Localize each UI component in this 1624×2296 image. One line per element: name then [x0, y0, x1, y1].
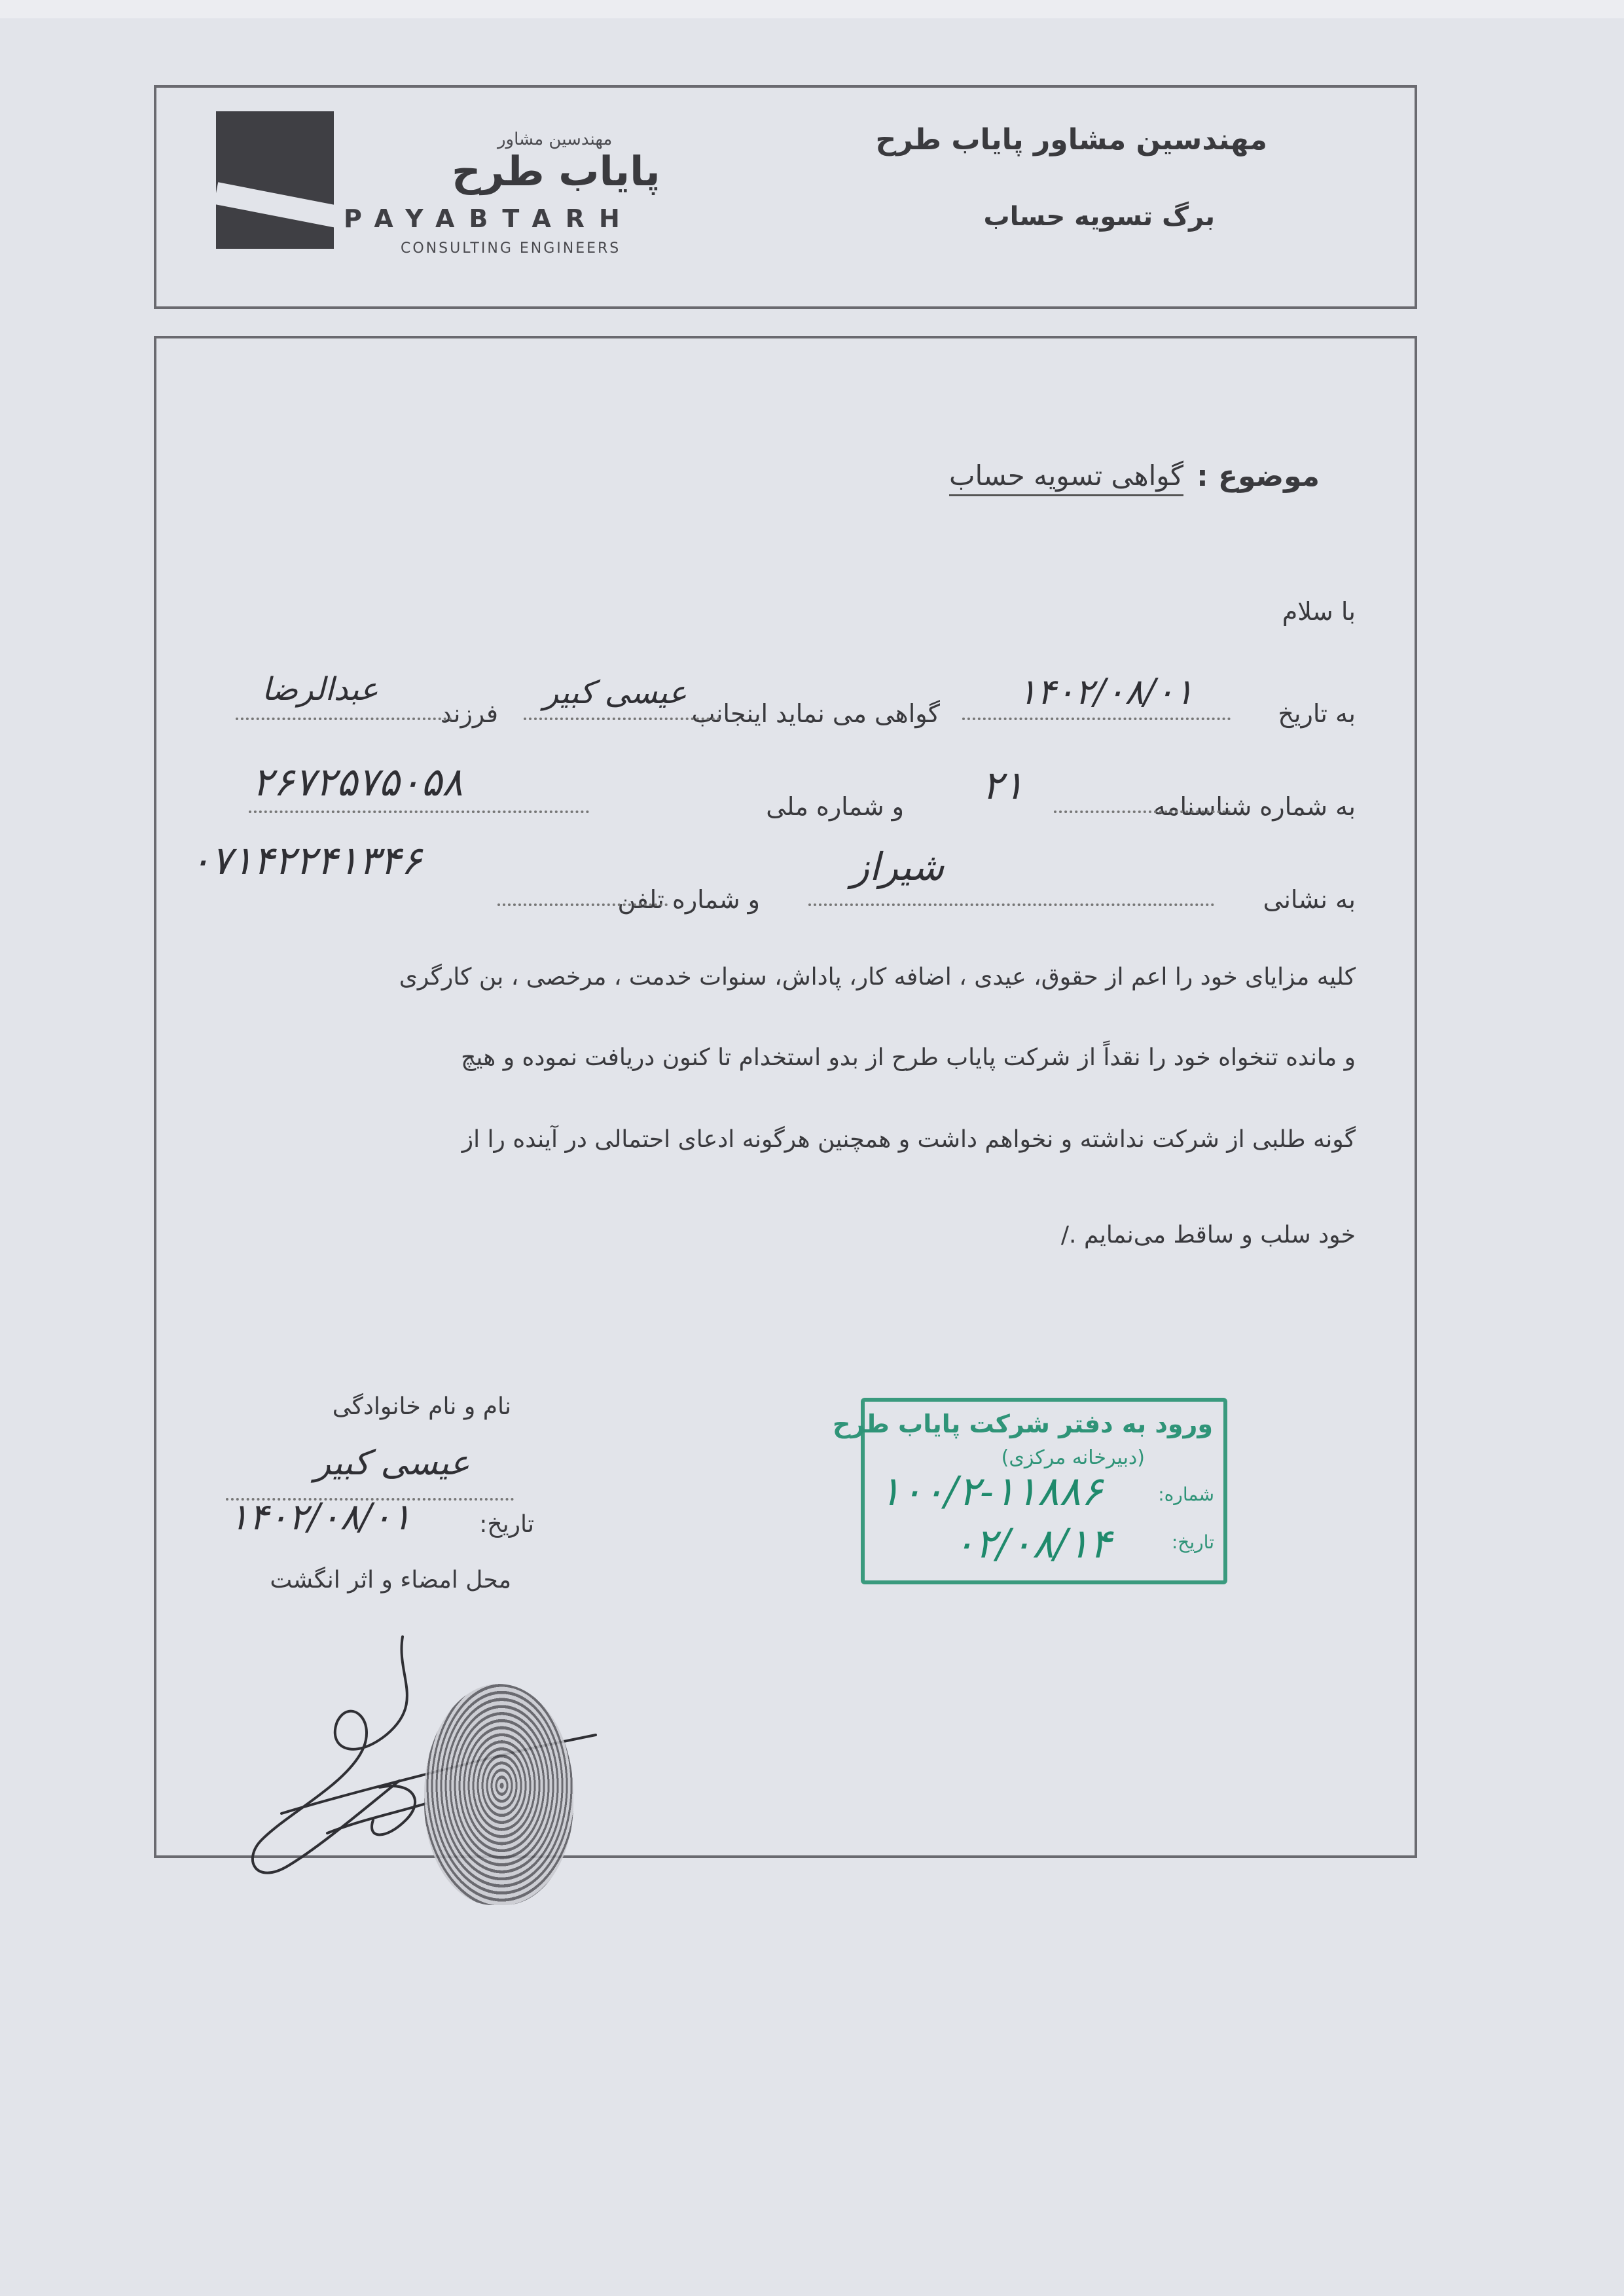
form-title: برگ تسویه حساب	[983, 202, 1215, 232]
line1-date-value: ۱۴۰۲/۰۸/۰۱	[1018, 671, 1194, 712]
signature-location-label: محل امضاء و اثر انگشت	[270, 1567, 511, 1594]
line3-phone-dots	[497, 890, 668, 906]
signer-name-handwriting: عیسی کبیر	[314, 1444, 470, 1483]
sign-date-label: تاریخ:	[479, 1511, 534, 1538]
company-logo-icon	[216, 111, 334, 249]
fingerprint-image	[424, 1684, 573, 1905]
line3-address-handwriting: شیراز	[851, 845, 945, 889]
stamp-date-value: ۰۲/۰۸/۱۴	[953, 1520, 1111, 1567]
line1-child-of-label: فرزند	[440, 699, 498, 728]
page-top-edge	[0, 0, 1624, 18]
logo-tagline-en: CONSULTING ENGINEERS	[401, 240, 621, 257]
logo-subtitle: مهندسین مشاور	[497, 130, 613, 149]
greeting: با سلام	[1282, 597, 1356, 626]
sign-date-value: ۱۴۰۲/۰۸/۰۱	[229, 1496, 412, 1539]
line3-address-label: به نشانی	[1263, 885, 1356, 914]
registry-stamp	[832, 1398, 1227, 1584]
line2-national-id-value: ۲۶۷۲۵۷۵۰۵۸	[252, 759, 463, 805]
line2-birth-cert-label: به شماره شناسنامه	[1153, 792, 1356, 821]
stamp-number-label: شماره:	[1158, 1484, 1214, 1505]
stamp-date-label: تاریخ:	[1171, 1531, 1214, 1553]
paragraph-line-4: خود سلب و ساقط می‌نمایم ./	[1060, 1222, 1356, 1248]
line1-father-handwriting: عبدالرضا	[262, 671, 379, 708]
line1-name-handwriting: عیسی کبیر	[543, 674, 687, 711]
line3-phone-value: ۰۷۱۴۲۲۴۱۳۴۶	[190, 838, 422, 884]
line2-birth-cert-dots	[1054, 797, 1231, 813]
header-box	[154, 85, 1417, 309]
line3-phone-label: و شماره تلفن	[617, 885, 760, 914]
company-title: مهندسین مشاور پایاب طرح	[875, 123, 1267, 156]
subject-value: گواهی تسویه حساب	[949, 460, 1183, 496]
line2-birth-cert-value: ۲۱	[982, 763, 1024, 809]
paragraph-line-2: و مانده تنخواه خود را نقداً از شرکت پایاب طرح از بدو استخدام تا کنون دریافت نموده و هیچ	[461, 1044, 1356, 1071]
logo-name-fa: پایاب طرح	[452, 147, 660, 195]
line1-certify-text: گواهی می نماید اینجانب	[691, 699, 940, 728]
logo-name-en: PAYABTARH	[344, 204, 634, 233]
paragraph-line-3: گونه طلبی از شرکت نداشته و نخواهم داشت و همچنین هرگونه ادعای احتمالی در آینده را از	[461, 1126, 1356, 1153]
stamp-number-value: ۱۰۰/۲-۱۱۸۸۶	[879, 1467, 1103, 1515]
stamp-line1: ورود به دفتر شرکت پایاب طرح	[832, 1410, 1213, 1438]
line3-address-dots	[808, 890, 1214, 906]
line1-date-label: به تاریخ	[1278, 699, 1356, 728]
line2-national-id-label: و شماره ملی	[766, 792, 904, 821]
signer-name-label: نام و نام خانوادگی	[332, 1393, 511, 1420]
stamp-line2: (دبیرخانه مرکزی)	[1001, 1446, 1145, 1469]
subject-label: موضوع :	[1197, 460, 1320, 493]
paragraph-line-1: کلیه مزایای خود را اعم از حقوق، عیدی ، اضافه کار، پاداش، سنوات خدمت ، مرخصی ، بن کارگری	[399, 964, 1356, 991]
